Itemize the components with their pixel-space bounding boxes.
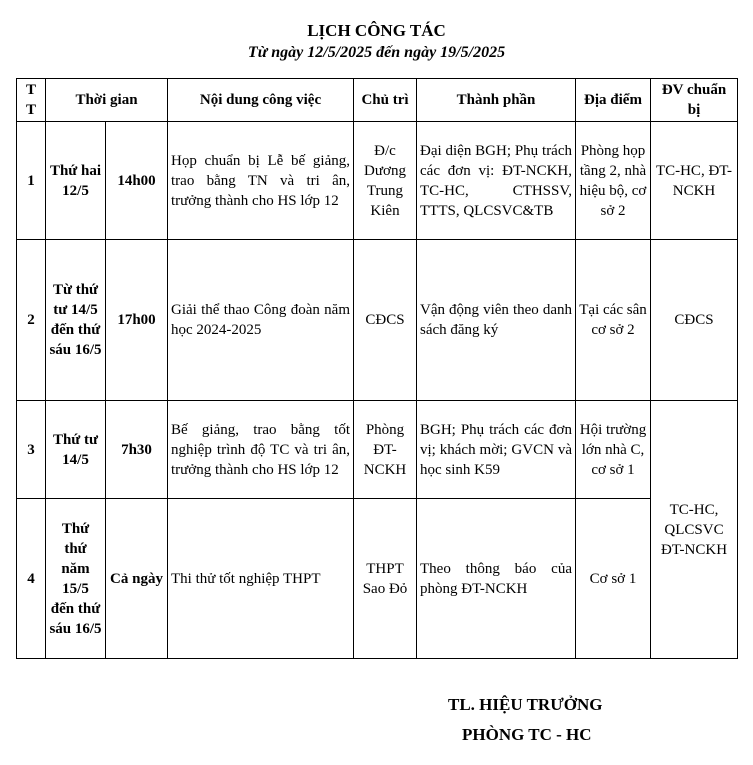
row-time: Cả ngày <box>106 499 168 659</box>
row-location: Phòng họp tầng 2, nhà hiệu bộ, cơ sở 2 <box>576 122 651 240</box>
header-noi-dung: Nội dung công việc <box>168 79 354 122</box>
row-location: Cơ sở 1 <box>576 499 651 659</box>
row-prep-unit: TC-HC, QLCSVC ĐT-NCKH <box>651 401 738 659</box>
header-tt: T T <box>17 79 46 122</box>
row-number: 3 <box>17 401 46 499</box>
row-content: Bế giảng, trao bằng tốt nghiệp trình độ TC và tri ân, trưởng thành cho HS lớp 12 <box>168 401 354 499</box>
header-thanh-phan: Thành phần <box>417 79 576 122</box>
table-row <box>17 499 738 659</box>
schedule-table <box>16 78 738 659</box>
table-row <box>17 122 738 240</box>
row-number: 2 <box>17 240 46 401</box>
row-participants: Theo thông báo của phòng ĐT-NCKH <box>417 499 576 659</box>
row-participants: BGH; Phụ trách các đơn vị; khách mời; GVCN và học sinh K59 <box>417 401 576 499</box>
row-content: Họp chuẩn bị Lễ bế giảng, trao bằng TN và tri ân, trưởng thành cho HS lớp 12 <box>168 122 354 240</box>
row-content: Thi thử tốt nghiệp THPT <box>168 499 354 659</box>
date-range-subtitle: Từ ngày 12/5/2025 đến ngày 19/5/2025 <box>247 44 506 61</box>
row-chair: CĐCS <box>354 240 417 401</box>
header-dv-chuan-bi: ĐV chuẩn bị <box>651 79 738 122</box>
row-time: 17h00 <box>106 240 168 401</box>
row-date: Thứ tư 14/5 <box>46 401 106 499</box>
row-prep-unit: CĐCS <box>651 240 738 401</box>
header-thoi-gian: Thời gian <box>46 79 168 122</box>
row-date: Thứ hai 12/5 <box>46 122 106 240</box>
row-number: 1 <box>17 122 46 240</box>
page-title: LỊCH CÔNG TÁC <box>307 21 446 40</box>
row-chair: Đ/c Dương Trung Kiên <box>354 122 417 240</box>
row-prep-unit: TC-HC, ĐT-NCKH <box>651 122 738 240</box>
signature-department: PHÒNG TC - HC <box>462 725 592 744</box>
row-time: 7h30 <box>106 401 168 499</box>
row-date: Thứ thứ năm 15/5 đến thứ sáu 16/5 <box>46 499 106 659</box>
table-row <box>17 401 738 499</box>
row-number: 4 <box>17 499 46 659</box>
header-chu-tri: Chủ trì <box>354 79 417 122</box>
row-chair: Phòng ĐT-NCKH <box>354 401 417 499</box>
row-date: Từ thứ tư 14/5 đến thứ sáu 16/5 <box>46 240 106 401</box>
row-time: 14h00 <box>106 122 168 240</box>
row-participants: Vận động viên theo danh sách đăng ký <box>417 240 576 401</box>
table-header-row <box>17 79 738 122</box>
row-chair: THPT Sao Đỏ <box>354 499 417 659</box>
row-content: Giải thể thao Công đoàn năm học 2024-2025 <box>168 240 354 401</box>
row-location: Tại các sân cơ sở 2 <box>576 240 651 401</box>
row-participants: Đại diện BGH; Phụ trách các đơn vị: ĐT-NCKH, TC-HC, CTHSSV, TTTS, QLCSVC&TB <box>417 122 576 240</box>
row-location: Hội trường lớn nhà C, cơ sở 1 <box>576 401 651 499</box>
table-row <box>17 240 738 401</box>
signature-title: TL. HIỆU TRƯỞNG <box>448 695 603 714</box>
header-dia-diem: Địa điểm <box>576 79 651 122</box>
